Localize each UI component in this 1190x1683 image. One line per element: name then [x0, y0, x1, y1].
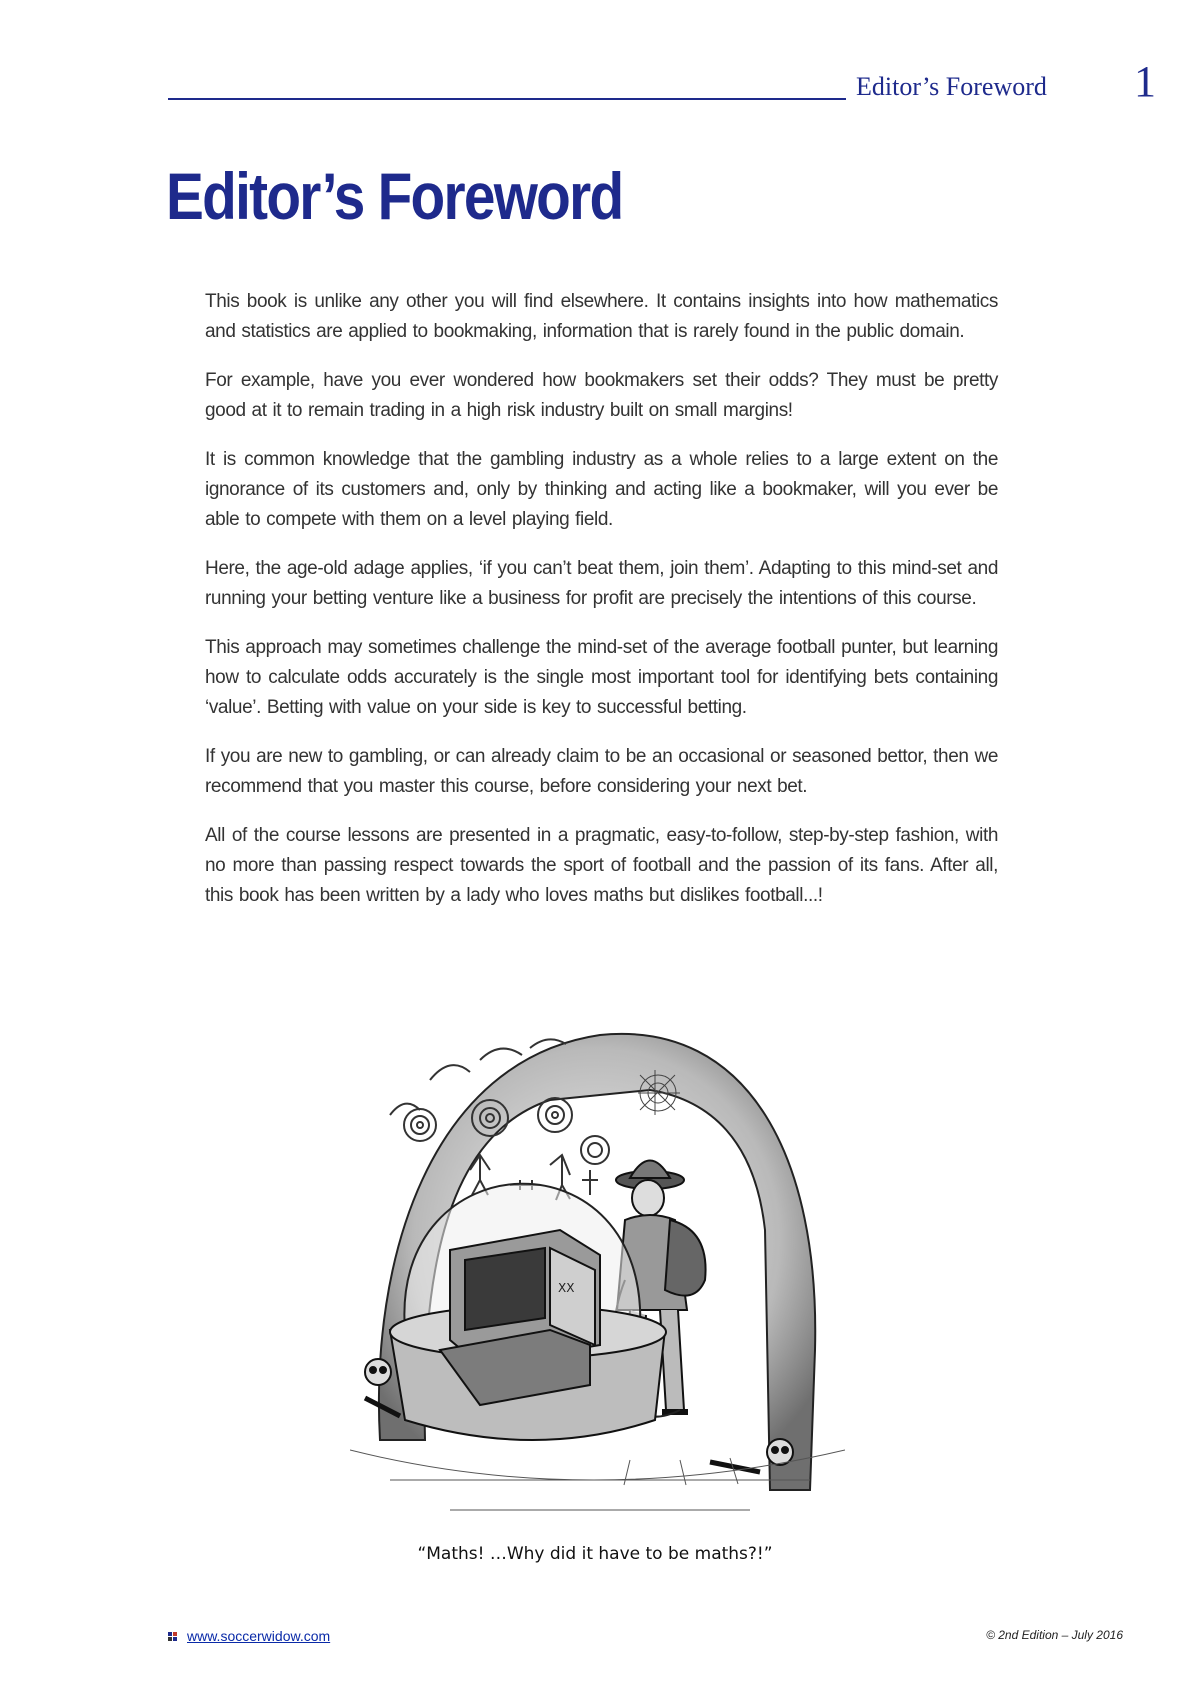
page-number: 1: [1134, 57, 1156, 106]
illustration-caption: “Maths! …Why did it have to be maths?!”: [417, 1544, 773, 1564]
website-link[interactable]: www.soccerwidow.com: [187, 1628, 331, 1644]
paragraph: Here, the age-old adage applies, ‘if you can’t beat them, join them’. Adapting to this mind-set and running your betting venture like a business for profit are precisely the intentions of this course.: [205, 558, 998, 609]
cartoon-illustration: [350, 1020, 845, 1530]
running-title: Editor’s Foreword: [856, 72, 1047, 101]
paragraph: This approach may sometimes challenge the mind-set of the average football punter, but learning how to calculate odds accurately is the single most important tool for identifying bets containing ‘value’. Betting with value on your side is key to successful betting.: [205, 637, 998, 718]
running-header: [168, 57, 1158, 106]
screen-mark: XX: [558, 1281, 575, 1295]
paragraph: If you are new to gambling, or can already claim to be an occasional or seasoned bettor, then we recommend that you master this course, before considering your next bet.: [205, 746, 998, 797]
paragraph: For example, have you ever wondered how bookmakers set their odds? They must be pretty good at it to remain trading in a high risk industry built on small margins!: [205, 370, 998, 421]
page-title: Editor’s Foreword: [166, 159, 623, 233]
header-rule: [168, 98, 846, 100]
paragraph: This book is unlike any other you will find elsewhere. It contains insights into how mathematics and statistics are applied to bookmaking, information that is rarely found in the public domain.: [205, 291, 998, 342]
edition-note: © 2nd Edition – July 2016: [986, 1628, 1123, 1642]
soccerwidow-logo-icon: [168, 1632, 178, 1641]
body-text: [205, 287, 998, 930]
paragraph: It is common knowledge that the gambling industry as a whole relies to a large extent on the ignorance of its customers and, only by thinking and acting like a bookmaker, will you ever be able to compete with them on a level playing field.: [205, 449, 998, 530]
footer: [168, 1628, 1123, 1650]
paragraph: All of the course lessons are presented in a pragmatic, easy-to-follow, step-by-step fashion, with no more than passing respect towards the sport of football and the passion of its fans. After all, this book has been written by a lady who loves maths but dislikes football...!: [205, 825, 998, 906]
